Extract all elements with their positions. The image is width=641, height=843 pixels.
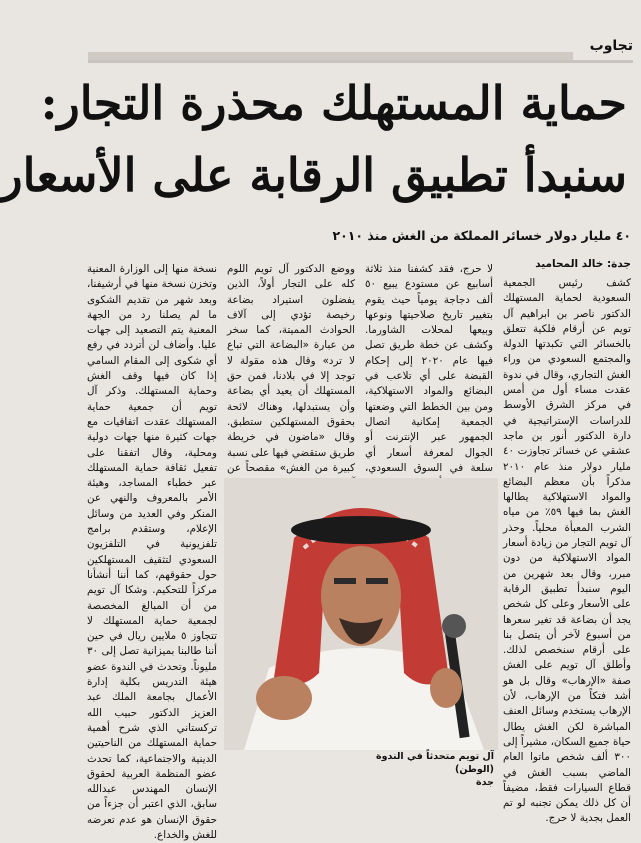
subheadline: ٤٠ مليار دولار خسائر المملكة من الغش منذ ٢٠١٠ [332, 228, 631, 243]
photo-caption [364, 750, 494, 789]
article-column-3: ووضع الدكتور آل تويم اللوم كله على التجار أولاً، الذين يفضلون استيراد بضاعة رخيصة تؤدي إلى آلاف الحوادث المميتة، كما سخر من عبارة «البضاعة التي تباع لا ترد» وقال هذه مقولة لا توجد إلا في بلادنا، فمن حق المستهلك أن يعيد أي بضاعة وأن يستبدلها، وهناك لائحة بحقوق المستهلكين ستطبق. وقال «ماضون في خريطة طريق ستقضي فيها على نسبة كبيرة من الغش» مقصحاً عن [227, 263, 355, 474]
speaker-illustration [224, 478, 498, 750]
article-column-2: لا حرج، فقد كشفنا منذ ثلاثة أسابيع عن مستودع يبيع ٥٠ ألف دجاجة يومياً حيث يقوم بتغيير تاريخ صلاحيتها ونوعها وبيعها لمحلات الشاورما. وكشف عن خطة طريق تصل فيها عام ٢٠٢٠ إلى إحكام القبضة على أي تلاعب في البضائع والمواد الاستهلاكية، ومن بين الخطط التي وضعتها الجمعية إمكانية اتصال الجمهور عبر الإنترنت أو الجوال لمعرفة أسعار أي سلعة في السوق السعودي، [365, 263, 493, 474]
caption-text: آل تويم متحدثاً في الندوة [375, 751, 494, 762]
headline-line-1: حماية المستهلك محذرة التجار: [40, 76, 627, 130]
caption-credit: (الوطن) [455, 764, 494, 775]
headline-line-2: سنبدأ تطبيق الرقابة على الأسعار [0, 148, 627, 202]
section-label: تجاوب [589, 38, 633, 54]
byline: جدة: خالد المحامید [535, 258, 631, 270]
article-column-4: نسخة منها إلى الوزارة المعنية وتخزن نسخة منها في أرشيفنا، وبعد شهر من تقديم الشكوى ما لم يصلنا رد من الجهة المعنية يتم التصعيد إلى جهات عليا. وأضاف لن أتردد في رفع أي شكوى إلى المقام السامي إذا كان فيها وقف الغش وحماية المستهلك. وذكر آل تويم أن جمعية حماية المستهلك عقدت اتفاقيات مع جهات كثيرة منها جهات دولية ومحلية، وقال اتفقنا على تفعيل ثقافة حماية المستهلك عبر خطباء المساجد، وهيئة الأمر بالمعروف والنهي عن المنكر وفي العديد من وسائل الإعلام، وستقدم برامج تلفزيونية في التلفزيون السعودي لتثقيف المستهلكين حول حقوقهم، كما أننا أنشأنا مركزاً للتحكيم. وشكا آل تويم من أن المبالغ المخصصة لجمعية حماية المستهلك لا تتجاوز ٥ ملايين ريال في حين أننا طالبنا بميزانية تصل إلى ٣٠ مليوناً. وتحدث في الندوة عضو هيئة التدريس بكلية إدارة الأعمال بجامعة الملك عبد العزيز الدكتور حبيب الله تركستاني الذي شرح أهمية حماية المستهلك من الناحيتين الدينية والاجتماعية، كما تحدث عضو المنظمة العربية لحقوق الإنسان المهندس عبدالله سابق، الذي اعتبر أن جزءاً من حقوق الإنسان هو عدم تعرضه للغش والخداع. [87, 263, 217, 841]
section-divider [88, 52, 573, 60]
article-column-1: كشف رئيس الجمعية السعودية لحماية المستهلك الدكتور ناصر بن ابراهيم آل تويم عن أرقام فلكية تتعلق بالخسائر التي تكبدتها الدولة والمجتمع السعودي من وراء الغش التجاري، وقال في ندوة عقدت مساء أول من أمس في مركز الشرق الأوسط للدراسات الإستراتيجية في دارة الدكتور أنور بن ماجد عشقي عن خسائر تجاوزت ٤٠ مليار دولار منذ عام ٢٠١٠ مذكراً بأن معظم البضائع والمواد الاستهلاكية يطالها الغش بما فيها ٥٩٪ من مياه الشرب المعبأة محلياً. وحذر آل تويم التجار من زيادة أسعار المواد الاستهلاكية من دون مبرر، وقال بعد شهرين من اليوم سنبدأ تطبيق الرقابة على الأسعار وعلى كل شخص يجد أن بضاعة قد تغير سعرها من أسبوع لآخر أن يتصل بنا على أرقام سنخصص لذلك. وأطلق آل تويم على الغش صفة «الإرهاب» وقال بل هو أشد فتكاً من الإرهاب، لأن الإرهاب يستخدم وسائل العنف المباشرة لكن الغش يطال حياة جميع السكان، مشيراً إلى ٣٠٠ ألف شخص ماتوا العام الماضي بسبب الغش في قطاع السيارات فقط، مضيفاً أن كل ذلك يمكن تجنبه لو تم العمل بجدية لا حرج. [503, 277, 631, 825]
caption-location: جدة [476, 777, 494, 788]
section-header [88, 38, 633, 63]
speaker-photo [224, 478, 498, 750]
